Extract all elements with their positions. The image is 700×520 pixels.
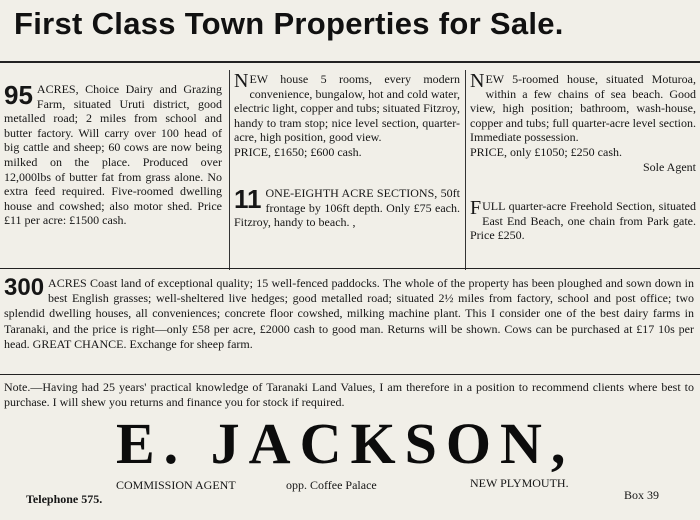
note-rule (0, 374, 700, 375)
listing-text: ACRES Coast land of exceptional quality; 15 well-fenced paddocks. The whole of the property has been ploughed and sown down in best English grasses; well-sheltered live hedges; good metalled road; situated 2½ miles from factory, school and post office; two splendid dwelling houses, all conveniences; concrete floor cowshed, milking machine plant. This I consider one of the best dairy farms in Taranaki, and the price is right—only £58 per acre, £2000 cash to good man. Returns will be shown. Cows can be purchased at £17 10s per head. (4, 276, 694, 351)
telephone-number: Telephone 575. (26, 492, 103, 506)
drop-cap: N (470, 70, 485, 92)
column-divider-2 (465, 70, 466, 270)
box-number: Box 39 (624, 488, 660, 502)
listing-moturoa-house (470, 72, 696, 174)
agent-location: opp. Coffee Palace (286, 478, 377, 492)
agent-role: COMMISSION AGENT (116, 478, 236, 492)
exchange-line: Exchange for sheep farm. (129, 336, 253, 351)
acres-figure: 300 (4, 274, 45, 301)
acres-figure: 95 (4, 80, 33, 110)
listing-fitzroy-sections (234, 186, 460, 230)
listing-coast-land (4, 276, 694, 352)
listing-fitzroy-house (234, 72, 460, 160)
column-divider-1 (229, 70, 230, 270)
listing-text: EW 5-roomed house, situated Moturoa, within a few chains of sea beach. Good view, high position; bathroom, wash-house, copper and tubs; full quarter-acre level section. Immediate possession. (470, 72, 696, 145)
sole-agent-label: Sole Agent (643, 159, 696, 174)
listing-text: ULL quarter-acre Freehold Section, situated East End Beach, one chain from Park gate. Price £250. (470, 199, 696, 243)
middle-rule (0, 268, 700, 269)
drop-cap: F (470, 197, 482, 219)
listing-text: ONE-EIGHTH ACRE SECTIONS, 50ft frontage by 106ft depth. Only £75 each. Fitzroy, handy to beach. , (234, 186, 460, 230)
great-chance-label: GREAT CHANCE. (32, 336, 127, 351)
listing-text: EW house 5 rooms, every modern convenience, bungalow, hot and cold water, electric light, copper and tubs; situated Fitzroy, handy to tram stop; nice level section, quarter-acre, high position, good view. (234, 72, 460, 145)
agent-city: NEW PLYMOUTH. (470, 476, 569, 490)
drop-cap: N (234, 70, 249, 92)
listing-price: PRICE, only £1050; £250 cash. (470, 144, 622, 159)
listing-east-end-section (470, 199, 696, 243)
listing-price: PRICE, £1650; £600 cash. (234, 144, 362, 159)
sections-figure: 11 (234, 184, 262, 214)
experience-note: Note.—Having had 25 years' practical knowledge of Taranaki Land Values, I am therefore in a position to recommend clients where best to purchase. I will shew you returns and finance you for stock if required. (4, 380, 694, 409)
listing-uruti-farm (4, 82, 222, 228)
listing-text: ACRES, Choice Dairy and Grazing Farm, situated Uruti district, good metalled road; 2 miles from school and butter factory. Will carry over 100 head of big cattle and sheep; 60 cows are now being milked on the place. Produced over 12,000lbs of butter fat from grass alone. No extra feed required. Five-roomed dwelling house and cowshed; also motor shed. Price £11 per acre: £1500 cash. (4, 82, 222, 228)
headline: First Class Town Properties for Sale. (14, 6, 564, 41)
agent-name: E. JACKSON, (116, 411, 575, 476)
top-rule (0, 61, 700, 63)
